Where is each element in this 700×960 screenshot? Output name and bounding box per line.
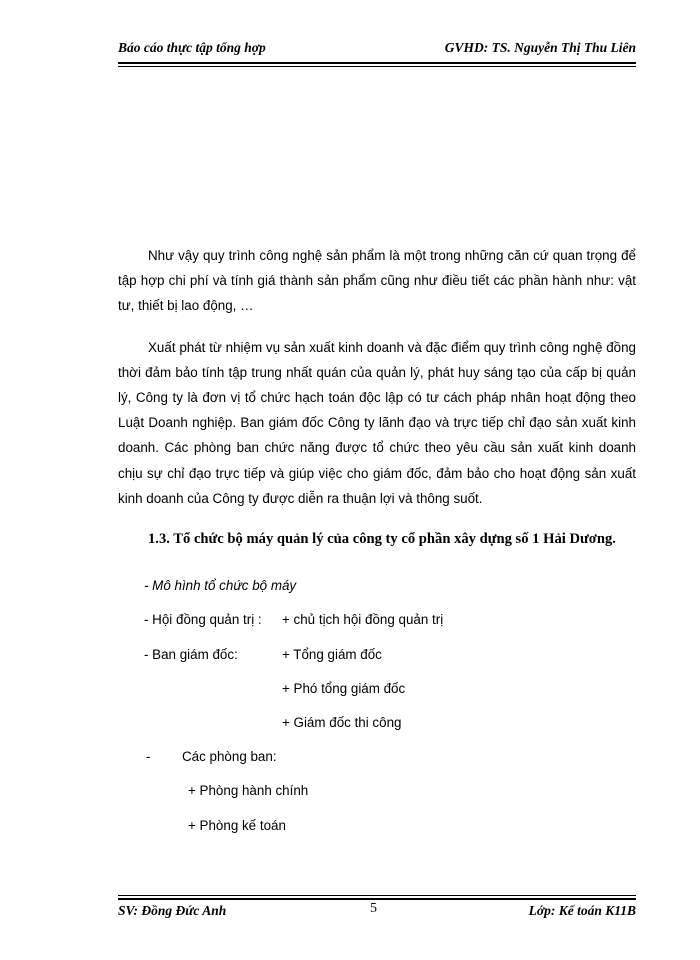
page-number: 5 (370, 901, 377, 916)
director-item: + Tổng giám đốc (282, 647, 382, 662)
header-rule-thin (118, 66, 636, 67)
department-item: + Phòng kế toán (188, 818, 286, 833)
departments-label: Các phòng ban: (182, 749, 277, 764)
paragraph-2: Xuất phát từ nhiệm vụ sản xuất kinh doanh và đặc điểm quy trình công nghệ đồng thời đảm bảo tính tập trung nhất quán của quản lý, phát huy sáng tạo của cấp bị quản lý, Công ty là đơn vị tổ chức hạch toán độc lập có tư cách pháp nhân hoạt động theo Luật Doanh nghiệp. Ban giám đốc Công ty lãnh đạo và trực tiếp chỉ đạo sản xuất kinh doanh. Các phòng ban chức năng được tổ chức theo yêu cầu sản xuất kinh doanh chịu sự chỉ đạo trực tiếp và giúp việc cho giám đốc, đảm bảo cho hoạt động sản xuất kinh doanh của Công ty được diễn ra thuận lợi và thông suốt. (118, 339, 636, 506)
paragraph-1: Như vậy quy trình công nghệ sản phẩm là một trong những căn cứ quan trọng để tập hợp chi phí và tính giá thành sản phẩm cũng như điều tiết các phần hành như: vật tư, thiết bị lao động, … (118, 248, 636, 314)
org-model-label: - Mô hình tổ chức bộ máy (144, 578, 297, 593)
board-item: + chủ tịch hội đồng quản trị (282, 612, 444, 627)
director-item: + Phó tổng giám đốc (282, 681, 406, 696)
section-heading: 1.3. Tổ chức bộ máy quản lý của công ty cổ phần xây dựng số 1 Hải Dương. (148, 531, 616, 548)
director-item: + Giám đốc thi công (282, 715, 402, 730)
footer-student: SV: Đồng Đức Anh (118, 903, 227, 918)
header-report-title: Báo cáo thực tập tổng hợp (118, 40, 266, 55)
board-label: - Hội đồng quản trị : (144, 612, 262, 627)
department-item: + Phòng hành chính (188, 783, 309, 798)
footer-rule-thick (118, 898, 636, 900)
footer-rule-thin (118, 895, 636, 896)
header-supervisor: GVHD: TS. Nguyễn Thị Thu Liên (444, 40, 636, 55)
page-header (118, 38, 636, 62)
departments-dash: - (146, 749, 151, 764)
directors-label: - Ban giám đốc: (144, 647, 238, 662)
footer-class: Lớp: Kế toán K11B (528, 903, 636, 918)
header-rule-thick (118, 62, 636, 64)
document-body (118, 243, 636, 560)
